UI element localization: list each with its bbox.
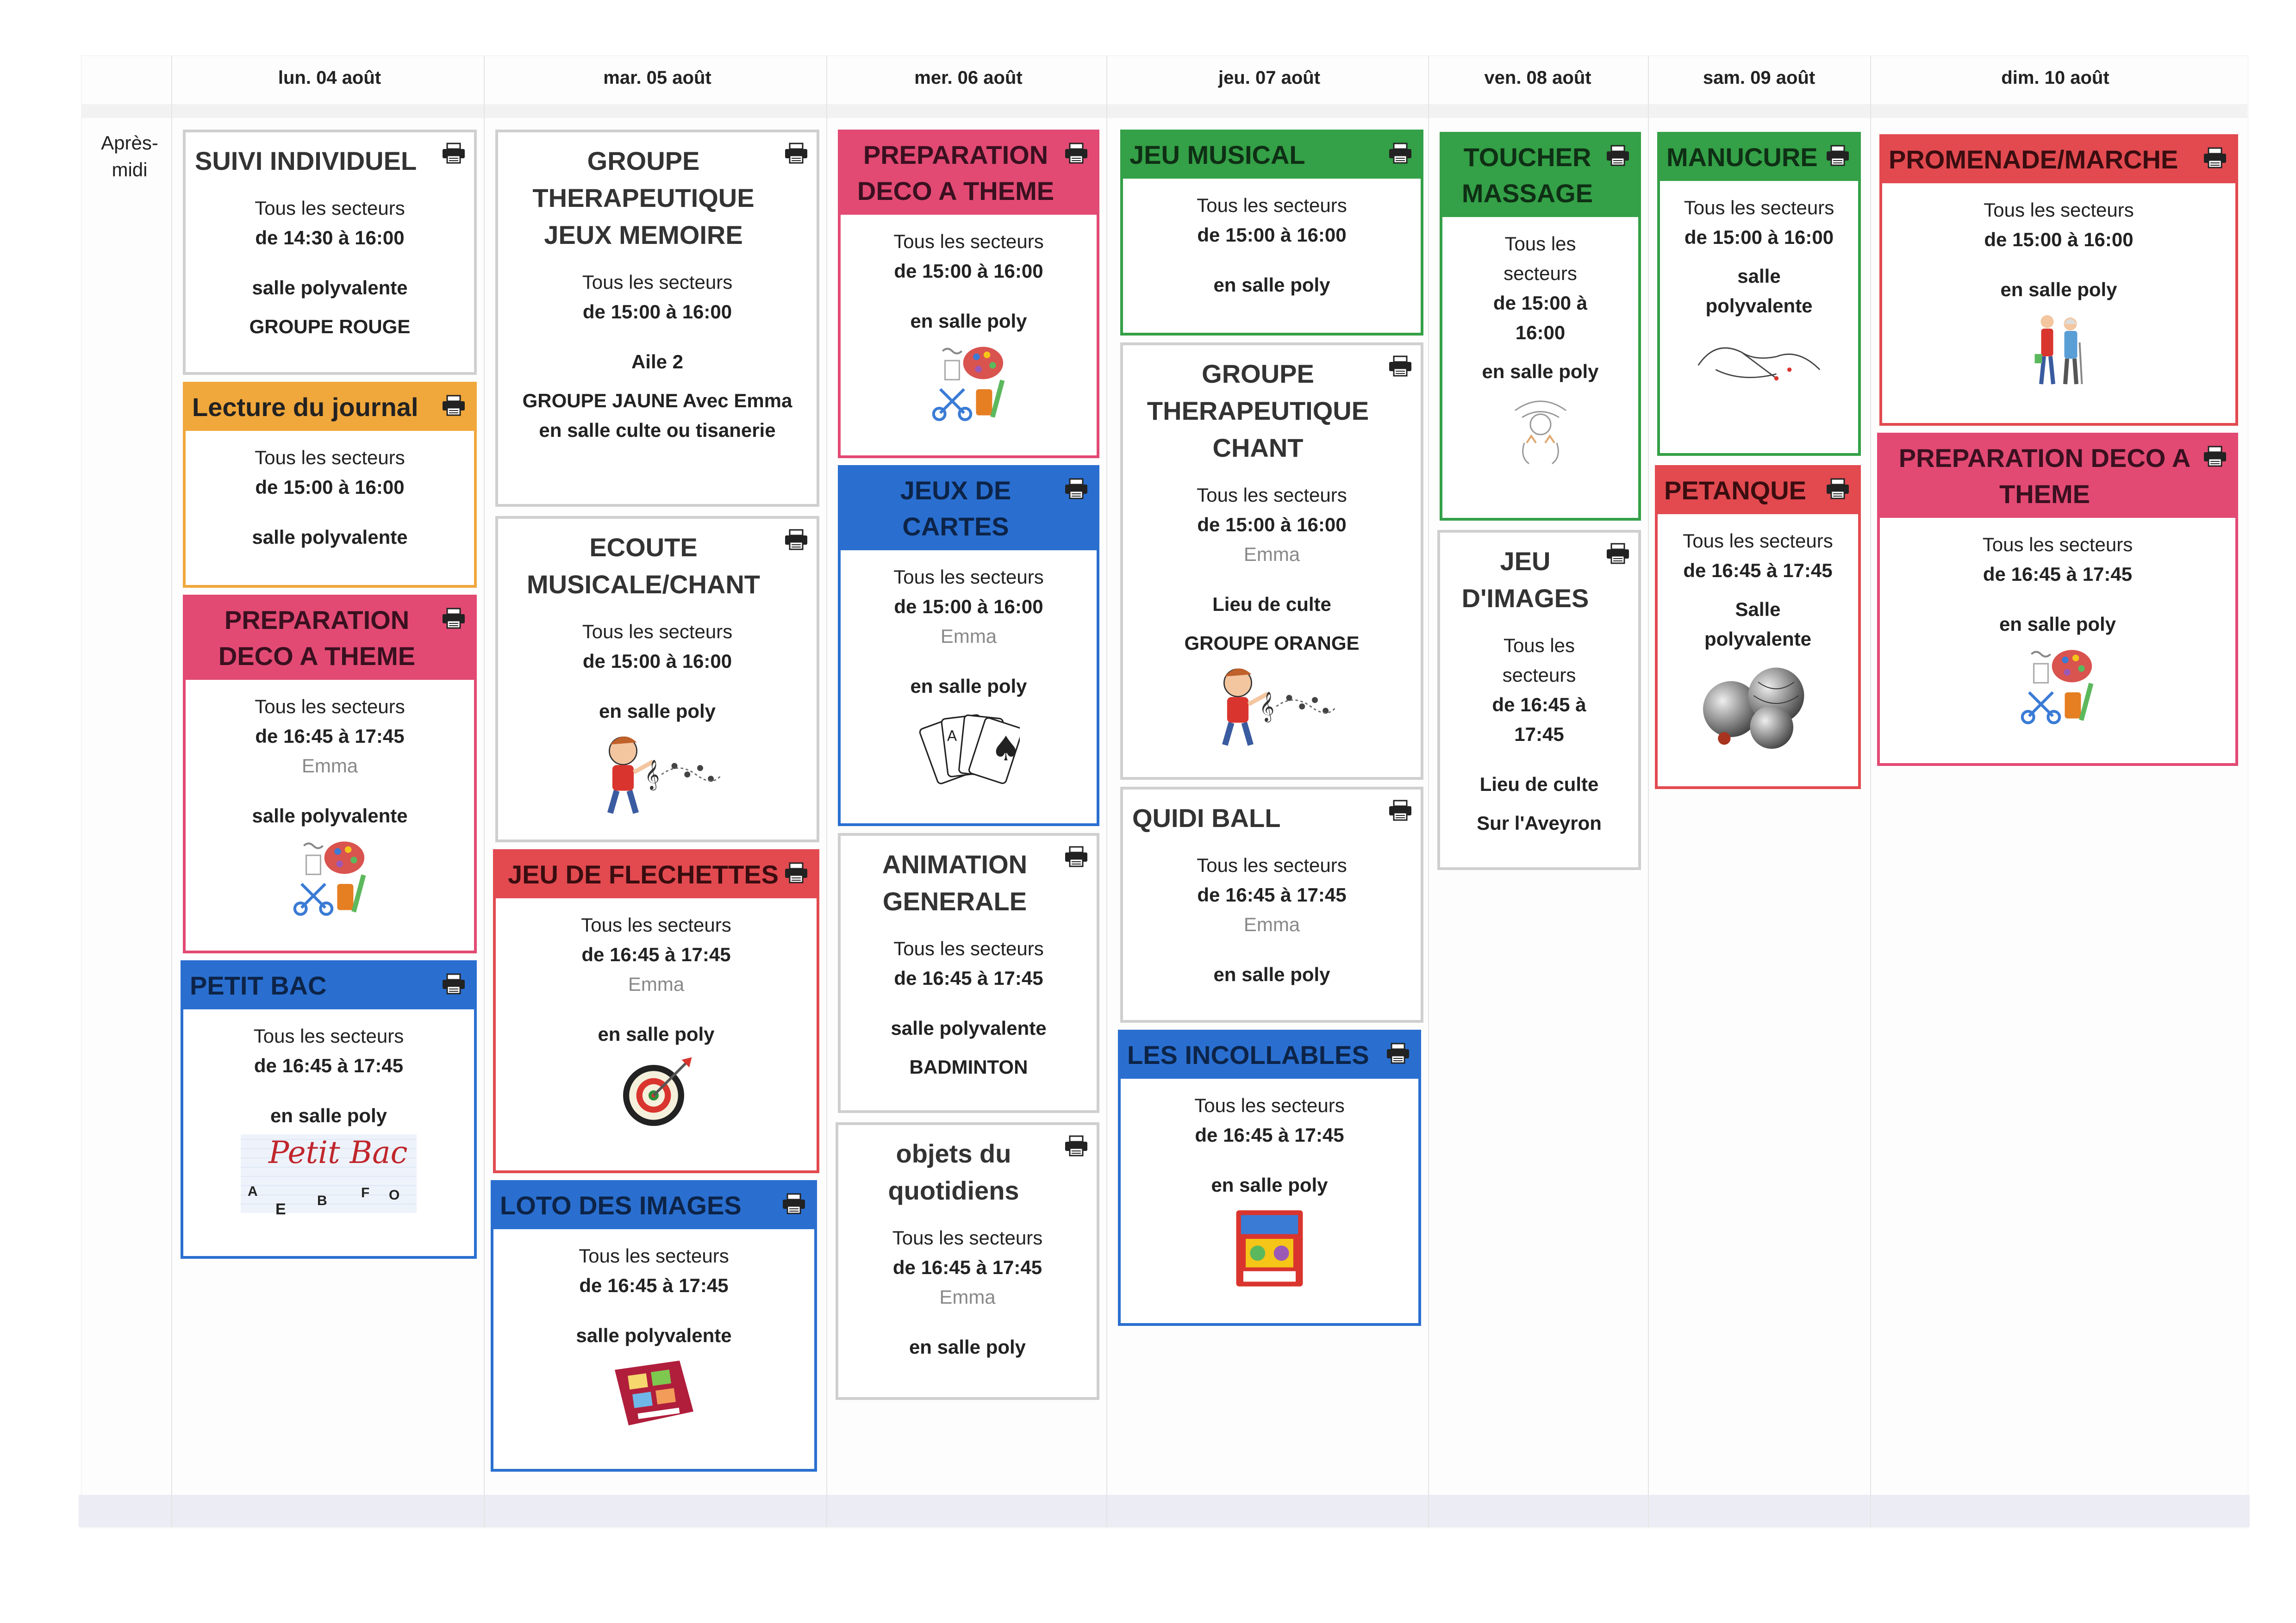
event-time: de 16:45 à 17:45 [254, 1055, 404, 1076]
event-sectors: Tous les secteurs [1683, 530, 1833, 552]
event-title: LOTO DES IMAGES [493, 1183, 814, 1229]
event-card[interactable] [181, 960, 477, 1259]
event-card[interactable] [1120, 787, 1423, 1023]
event-card[interactable] [1120, 130, 1423, 336]
day-header-wed: mer. 06 août [914, 68, 1023, 88]
printer-icon[interactable] [1606, 543, 1630, 564]
event-details [841, 550, 1097, 804]
event-card[interactable] [1120, 342, 1423, 780]
event-animator: Emma [628, 973, 685, 995]
event-animator: Emma [940, 625, 997, 647]
event-title: JEU D'IMAGES [1461, 547, 1589, 613]
day-header-sun: dim. 10 août [2001, 68, 2109, 88]
printer-icon[interactable] [784, 862, 808, 883]
event-time: de 15:00 à 16:00 [255, 476, 405, 498]
event-title: Lecture du journal [186, 385, 474, 431]
column-divider [826, 56, 827, 1527]
event-time: de 15:00 à 16:00 [582, 650, 732, 672]
event-animator: Emma [1243, 914, 1300, 935]
printer-icon[interactable] [784, 143, 808, 164]
printer-icon[interactable] [1388, 355, 1412, 377]
event-sectors: Tous les secteurs [893, 566, 1044, 588]
event-time: de 16:45 à 17:45 [579, 1275, 729, 1296]
printer-icon[interactable] [1064, 478, 1088, 499]
event-sectors: Tous les secteurs [893, 938, 1044, 959]
event-card[interactable] [183, 382, 477, 588]
petit-bac-letter: A [248, 1184, 258, 1199]
event-location: Lieu de culte [1479, 773, 1599, 795]
event-time: de 16:45 à 17:45 [892, 1256, 1042, 1278]
event-sectors: Tous les secteurs [579, 1245, 729, 1267]
event-time: de 15:00 à 16:00 [894, 260, 1043, 282]
event-location: salle polyvalente [252, 805, 408, 827]
event-details [1121, 1079, 1418, 1300]
event-time: de 16:45 à 17:45 [1492, 694, 1586, 745]
event-sectors: Tous les secteurs [1197, 194, 1347, 216]
event-title: TOUCHER MASSAGE [1442, 135, 1638, 217]
event-sectors: Tous les secteurs [1197, 484, 1347, 506]
event-title: JEUX DE CARTES [841, 468, 1097, 550]
event-sectors: Tous les secteurs [255, 696, 405, 717]
event-sectors: Tous les secteurs [1502, 634, 1576, 686]
event-group: GROUPE ROUGE [249, 316, 411, 337]
dartboard-image [618, 1055, 694, 1131]
printer-icon[interactable] [1386, 1043, 1410, 1064]
event-location: Aile 2 [631, 351, 684, 373]
event-group: GROUPE ORANGE [1184, 632, 1360, 654]
event-time: de 15:00 à 16:00 [894, 596, 1043, 617]
event-sectors: Tous les secteurs [255, 447, 405, 468]
event-animator: Emma [301, 755, 358, 777]
event-title: PETIT BAC [183, 963, 474, 1009]
row-label-line: midi [112, 159, 148, 180]
event-card[interactable] [1118, 1030, 1421, 1326]
petit-bac-letter: F [361, 1185, 370, 1200]
event-time: de 15:00 à 16:00 [1684, 226, 1834, 248]
event-location: en salle poly [1211, 1174, 1328, 1196]
event-title: GROUPE THERAPEUTIQUE JEUX MEMOIRE [532, 146, 755, 249]
event-location: salle polyvalente [576, 1325, 732, 1346]
event-location: Lieu de culte [1212, 593, 1331, 615]
event-location: en salle poly [599, 700, 716, 722]
event-location: en salle poly [270, 1105, 387, 1126]
event-card[interactable] [838, 465, 1099, 826]
event-location: en salle poly [910, 310, 1027, 332]
event-title: QUIDI BALL [1132, 803, 1281, 833]
column-divider [484, 56, 485, 1527]
event-location: Salle polyvalente [1704, 598, 1812, 650]
event-sectors: Tous les secteurs [582, 621, 733, 642]
event-details [493, 1229, 814, 1439]
event-location: en salle poly [909, 1336, 1026, 1358]
event-title: PETANQUE [1658, 468, 1858, 514]
event-time: de 16:45 à 17:45 [1983, 563, 2133, 585]
event-title: MANUCURE [1660, 135, 1858, 181]
event-location: salle polyvalente [252, 277, 408, 298]
event-time: de 16:45 à 17:45 [894, 967, 1043, 989]
event-time: de 16:45 à 17:45 [581, 944, 731, 965]
event-card[interactable] [493, 849, 819, 1173]
crafts-image [2018, 645, 2097, 726]
event-card[interactable] [183, 130, 477, 375]
event-details [838, 1211, 1097, 1367]
event-location: en salle poly [1999, 613, 2116, 635]
playing-cards-image [918, 707, 1020, 795]
event-location: salle polyvalente [1705, 265, 1813, 317]
event-details [1660, 181, 1858, 405]
event-details [1880, 518, 2235, 735]
day-header-fri: ven. 08 août [1484, 68, 1591, 88]
walking-people-image [2030, 310, 2088, 389]
event-title: PREPARATION DECO A THEME [186, 597, 474, 680]
column-divider [1106, 56, 1107, 1527]
event-sectors: Tous les secteurs [893, 230, 1044, 252]
printer-icon[interactable] [442, 973, 466, 995]
petit-bac-logo-text: Petit Bac [268, 1135, 408, 1170]
event-location-detail: Sur l'Aveyron [1477, 812, 1602, 834]
event-sectors: Tous les secteurs [1197, 854, 1347, 876]
event-sectors: Tous les secteurs [581, 914, 731, 936]
event-sectors: Tous les secteurs [1504, 233, 1577, 284]
event-card[interactable] [836, 1122, 1099, 1400]
event-sectors: Tous les secteurs [1684, 197, 1834, 218]
column-divider [1648, 56, 1649, 1527]
printer-icon[interactable] [1826, 145, 1850, 166]
event-details [1882, 183, 2235, 398]
event-details [186, 181, 474, 346]
event-time: de 16:45 à 17:45 [1195, 1124, 1344, 1146]
calendar-footer [79, 1495, 2250, 1527]
printer-icon[interactable] [1826, 478, 1850, 499]
event-location: en salle poly [910, 675, 1027, 697]
event-details [183, 1009, 474, 1218]
printer-icon[interactable] [1064, 1135, 1088, 1157]
printer-icon[interactable] [442, 143, 466, 164]
event-time: de 16:45 à 17:45 [255, 725, 405, 747]
event-title: PROMENADE/MARCHE [1882, 137, 2235, 183]
event-details [498, 255, 817, 450]
printer-icon[interactable] [784, 529, 808, 550]
event-title: GROUPE THERAPEUTIQUE CHANT [1147, 359, 1369, 462]
event-title: PREPARATION DECO A THEME [1880, 435, 2235, 518]
printer-icon[interactable] [782, 1193, 806, 1214]
printer-icon[interactable] [1064, 143, 1088, 164]
event-title: JEU MUSICAL [1123, 132, 1421, 179]
event-card[interactable] [838, 130, 1099, 458]
column-divider [1870, 56, 1871, 1527]
event-card[interactable] [491, 1180, 817, 1472]
event-sectors: Tous les secteurs [582, 271, 733, 293]
event-title: LES INCOLLABLES [1121, 1032, 1418, 1079]
event-sectors: Tous les secteurs [1982, 534, 2133, 555]
event-details [496, 898, 817, 1140]
printer-icon[interactable] [442, 395, 466, 416]
event-group: GROUPE JAUNE Avec Emma en salle culte ou tisanerie [522, 390, 792, 441]
event-title: SUIVI INDIVIDUEL [195, 146, 417, 175]
event-details [186, 431, 474, 557]
event-location: en salle poly [1213, 964, 1330, 985]
event-sectors: Tous les secteurs [1194, 1094, 1345, 1116]
printer-icon[interactable] [1606, 145, 1630, 166]
event-time: de 15:00 à 16:00 [1984, 229, 2134, 250]
event-card[interactable] [1877, 433, 2238, 766]
day-header-mon: lun. 04 août [278, 68, 381, 88]
event-card[interactable] [183, 595, 477, 953]
printer-icon[interactable] [1388, 143, 1412, 164]
printer-icon[interactable] [442, 608, 466, 629]
event-details [498, 605, 817, 827]
singer-image [1203, 664, 1341, 749]
event-details [1658, 514, 1858, 759]
event-card[interactable] [838, 833, 1099, 1113]
header-divider [81, 104, 2247, 118]
event-time: de 16:45 à 17:45 [1683, 560, 1833, 581]
event-location: en salle poly [1482, 361, 1599, 382]
printer-icon[interactable] [2203, 147, 2227, 168]
event-time: de 15:00 à 16:00 [1197, 224, 1347, 246]
event-activity: BADMINTON [909, 1056, 1028, 1078]
event-time: de 15:00 à 16:00 [1197, 514, 1347, 535]
event-card[interactable] [1657, 132, 1861, 456]
event-sectors: Tous les secteurs [253, 1025, 404, 1047]
event-details [1123, 468, 1421, 759]
event-animator: Emma [939, 1286, 996, 1308]
event-details [1442, 217, 1638, 475]
printer-icon[interactable] [2203, 446, 2227, 467]
petit-bac-letter: O [389, 1188, 400, 1203]
event-card[interactable] [495, 130, 819, 507]
event-card[interactable] [1440, 132, 1641, 521]
event-location: salle polyvalente [252, 526, 408, 548]
petit-bac-image [241, 1134, 417, 1218]
loto-game-image [610, 1356, 698, 1430]
crafts-image [291, 836, 369, 917]
row-label-afternoon [83, 130, 176, 183]
event-location: en salle poly [2000, 279, 2117, 300]
event-details [1440, 619, 1638, 843]
event-location: en salle poly [1213, 274, 1330, 296]
event-time: de 16:45 à 17:45 [1197, 884, 1347, 906]
event-sectors: Tous les secteurs [892, 1227, 1043, 1249]
event-card[interactable] [1655, 465, 1861, 789]
singer-image [588, 732, 727, 817]
event-details [1123, 179, 1421, 305]
event-sectors: Tous les secteurs [255, 197, 405, 219]
crafts-image [930, 342, 1008, 423]
event-animator: Emma [1243, 543, 1300, 565]
event-card[interactable] [1437, 530, 1641, 870]
printer-icon[interactable] [1388, 800, 1412, 821]
petit-bac-letter: E [275, 1200, 286, 1218]
event-sectors: Tous les secteurs [1984, 199, 2134, 221]
event-details [841, 922, 1097, 1087]
event-card[interactable] [495, 516, 819, 842]
day-header-thu: jeu. 07 août [1218, 68, 1321, 88]
petanque-boules-image [1698, 659, 1818, 750]
event-title: PREPARATION DECO A THEME [841, 132, 1097, 215]
massage-image [1501, 392, 1580, 466]
event-details [1123, 839, 1421, 994]
event-title: JEU DE FLECHETTES [496, 852, 817, 898]
event-details [841, 215, 1097, 432]
board-game-image [1231, 1206, 1308, 1291]
column-divider [1428, 56, 1429, 1527]
day-header-tue: mar. 05 août [603, 68, 711, 88]
printer-icon[interactable] [1064, 846, 1088, 867]
petit-bac-letter: B [317, 1193, 327, 1208]
event-location: salle polyvalente [891, 1017, 1047, 1039]
event-card[interactable] [1879, 134, 2238, 426]
event-location: en salle poly [598, 1023, 715, 1045]
manicure-image [1685, 326, 1833, 396]
day-header-sat: sam. 09 août [1703, 68, 1816, 88]
event-time: de 14:30 à 16:00 [255, 227, 405, 249]
event-title: objets du quotidiens [888, 1139, 1019, 1205]
event-details [186, 680, 474, 927]
event-title: ANIMATION GENERALE [882, 850, 1028, 916]
column-divider [171, 56, 172, 1527]
event-time: de 15:00 à 16:00 [1493, 292, 1588, 343]
event-title: ECOUTE MUSICALE/CHANT [527, 533, 760, 599]
row-label-line: Après- [101, 132, 158, 154]
event-time: de 15:00 à 16:00 [582, 301, 732, 323]
